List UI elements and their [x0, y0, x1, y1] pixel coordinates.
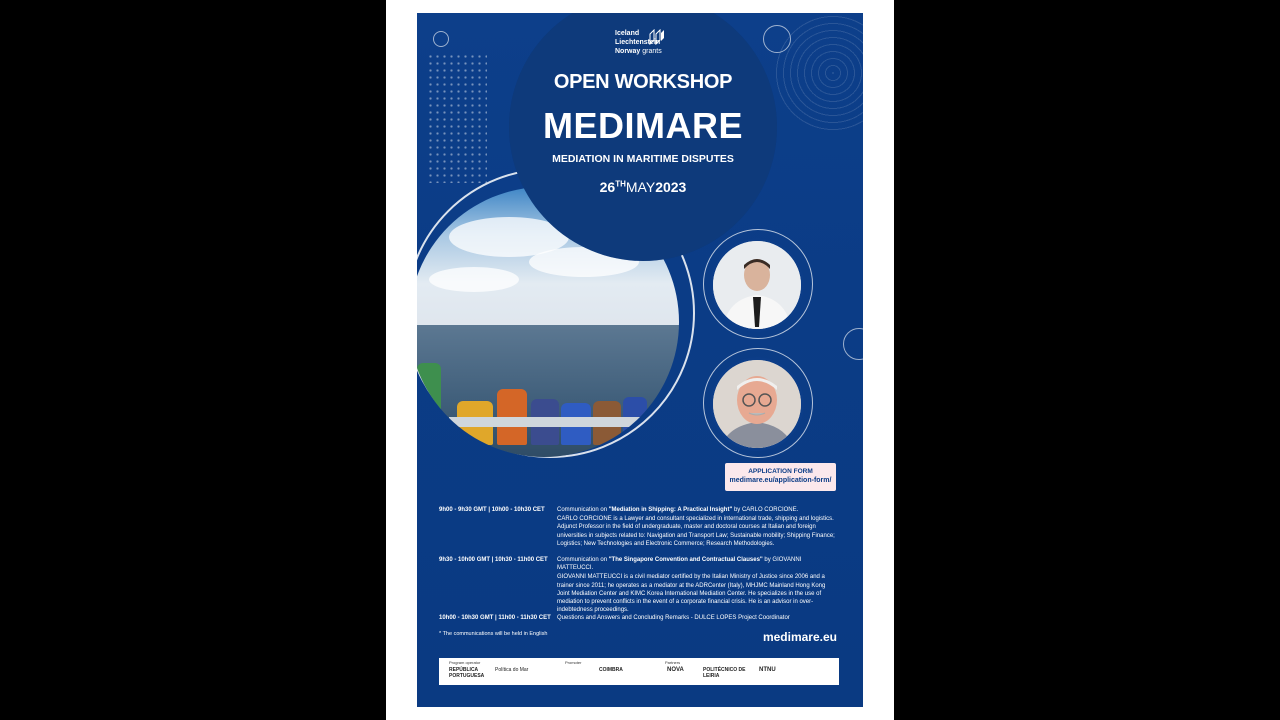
event-kicker: OPEN WORKSHOP: [553, 71, 733, 93]
schedule-time: 9h30 - 10h00 GMT | 10h30 - 11h00 CET: [439, 557, 548, 563]
eea-grants-logo: [615, 29, 685, 67]
politecnico-leiria-logo: POLITÉCNICO DE LEIRIA: [703, 667, 746, 679]
grants-logo-mark-icon: [649, 29, 665, 45]
ring-decoration: [763, 25, 791, 53]
speaker-photo-carlo-corcione: [710, 238, 804, 332]
logo-line-3: Norway: [615, 48, 641, 55]
event-title: MEDIMARE: [543, 105, 743, 146]
logo-line-2: Liechtenstein: [615, 39, 661, 46]
speaker-photo-giovanni-matteucci: [710, 357, 804, 451]
event-date: [509, 179, 777, 195]
nova-logo: NOVA: [667, 667, 684, 673]
date-month: MAY: [625, 179, 656, 195]
promoter-label: Promoter: [565, 660, 582, 665]
partners-label: Partners: [665, 660, 681, 665]
ring-decoration: [433, 31, 449, 47]
schedule-description: Communication on "Mediation in Shipping: A Practical Insight" by CARLO CORCIONE. CARLO CORCIONE is a Lawyer and consultant specialized in international trade, shipping and logistics. Adjunct Professor in the field of undergraduate, master and doctoral courses at Italian and foreign universities in subjects related to: Navigation and Transport Law; Sustainable mobility; Shipping Finance; Logistics; New Technologies and Electronic Commerce; Research Methodologies.: [557, 506, 839, 548]
talk-title: "The Singapore Convention and Contractual Clauses": [608, 557, 763, 563]
language-note: * The communications will be held in English: [439, 631, 548, 637]
dot-pattern: [427, 53, 487, 183]
website-link[interactable]: medimare.eu: [762, 630, 837, 644]
application-form-url: medimare.eu/application-form/: [729, 477, 832, 484]
schedule-item: [439, 556, 839, 616]
logo-line-1: Iceland: [615, 30, 640, 37]
republica-portuguesa-logo: REPÚBLICA PORTUGUESA: [449, 667, 485, 679]
workshop-poster: [417, 13, 863, 707]
date-day: 26: [599, 179, 616, 195]
ntnu-logo: NTNU: [759, 667, 776, 673]
application-form-link[interactable]: [725, 463, 836, 491]
speaker-bio: CARLO CORCIONE is a Lawyer and consultant specialized in international trade, shipping and logistics. Adjunct Professor in the field of undergraduate, master and doctoral courses at Italian and foreign universities in subjects related to: Navigation and Transport Law; Sustainable mobility; Shipping Finance; Logistics; New Technologies and Electronic Commerce; Research Methodologies.: [557, 516, 835, 547]
schedule-time: 9h00 - 9h30 GMT | 10h00 - 10h30 CET: [439, 507, 545, 513]
event-subtitle: MEDIATION IN MARITIME DISPUTES: [552, 153, 734, 165]
partner-logos-bar: [439, 658, 839, 685]
date-year: 2023: [655, 179, 687, 195]
application-form-label: APPLICATION FORM: [748, 468, 813, 475]
schedule-time: 10h00 - 10h30 GMT | 11h00 - 11h30 CET: [439, 615, 551, 621]
schedule-description: Communication on "The Singapore Convention and Contractual Clauses" by GIOVANNI MATTEUCCI. GIOVANNI MATTEUCCI is a civil mediator certified by the Italian Ministry of Justice since 2006 and a trainer since 2011; he operates as a mediator at the ADRCenter (Italy), MHJMC Mainland Hong Kong Joint Mediation Center and KIMC Korea International Mediation Center. He specializes in the use of mediation to prevent conflicts in the event of a corporate financial crisis. He is an advisor in over-indebtedness proceedings.: [557, 556, 839, 614]
schedule-item: [439, 506, 839, 558]
program-operator-label: Program operator: [449, 660, 481, 665]
schedule-description: Questions and Answers and Concluding Remarks - DULCE LOPES Project Coordinator: [557, 615, 790, 621]
politica-do-mar-logo: Política do Mar: [495, 667, 529, 673]
ring-decoration: [843, 328, 863, 360]
coimbra-university-logo: COIMBRA: [599, 667, 623, 673]
schedule-item: [439, 614, 839, 624]
date-suffix: TH: [615, 179, 626, 189]
logo-line-3-suffix: grants: [642, 48, 662, 55]
talk-title: "Mediation in Shipping: A Practical Insight": [608, 507, 733, 513]
speaker-bio: GIOVANNI MATTEUCCI is a civil mediator certified by the Italian Ministry of Justice since 2006 and a trainer since 2011; he operates as a mediator at the ADRCenter (Italy), MHJMC Mainland Hong Kong Joint Mediation Center and KIMC Korea International Mediation Center. He specializes in the use of mediation to prevent conflicts in the event of a corporate financial crisis. He is an advisor in over-indebtedness proceedings.: [557, 574, 826, 614]
